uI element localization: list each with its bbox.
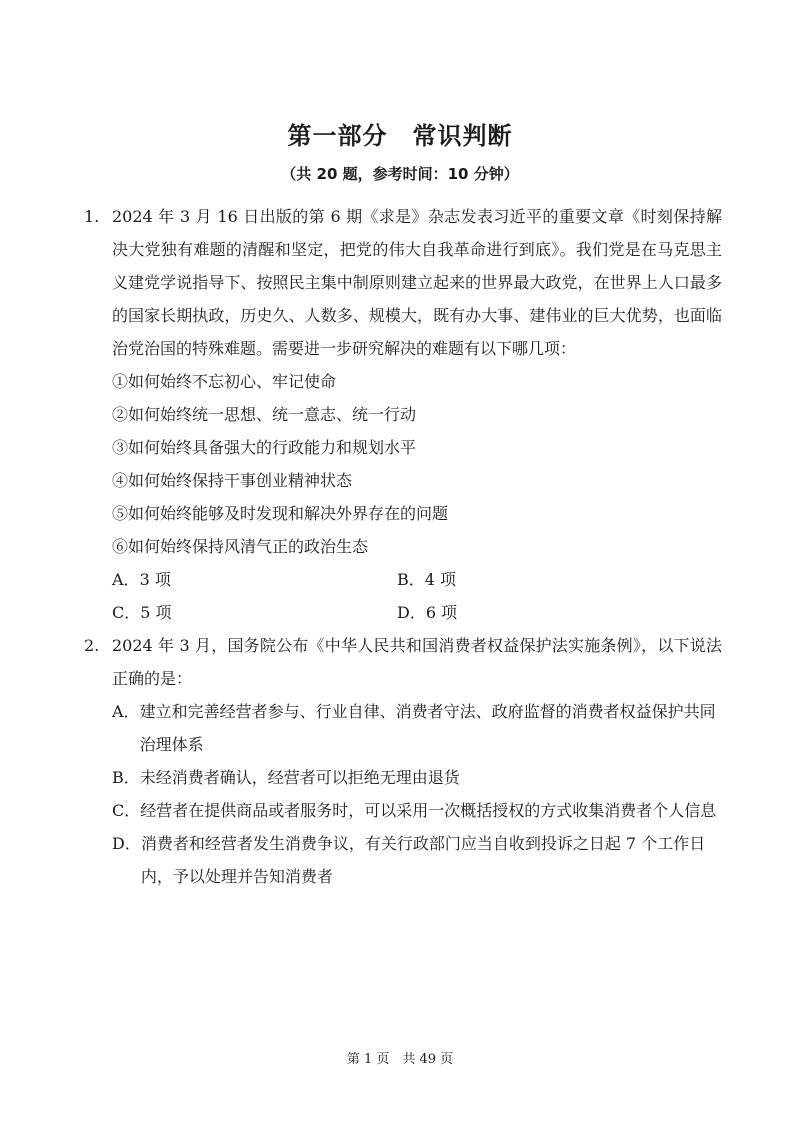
statement-item: ②如何始终统一思想、统一意志、统一行动 <box>112 405 417 424</box>
statement-item: ③如何始终具备强大的行政能力和规划水平 <box>112 438 417 457</box>
option-text: 3 项 <box>139 570 171 589</box>
option-text: 未经消费者确认，经营者可以拒绝无理由退货 <box>139 768 460 787</box>
question-list <box>84 200 722 893</box>
option-letter: A． <box>112 570 140 589</box>
option-letter: B． <box>397 570 425 589</box>
option-text: 5 项 <box>140 603 172 622</box>
option-letter: A． <box>112 702 140 721</box>
option-c[interactable] <box>112 596 397 629</box>
option-text: 4 项 <box>424 570 457 589</box>
answer-options <box>112 563 722 629</box>
question-1 <box>84 200 722 629</box>
question-stem: 2024 年 3 月，国务院公布《中华人民共和国消费者权益保护法实施条例》，以下说法正确的是： <box>112 636 722 688</box>
statement-item: ④如何始终保持干事创业精神状态 <box>112 471 353 490</box>
page-footer: 第 1 页 共 49 页 <box>346 1052 454 1067</box>
option-letter: C． <box>112 603 141 622</box>
option-b[interactable] <box>112 761 722 794</box>
option-c[interactable] <box>112 794 722 827</box>
page-title: 第一部分 常识判断 <box>287 122 513 150</box>
option-text: 6 项 <box>425 603 458 622</box>
statement-item: ⑤如何始终能够及时发现和解决外界存在的问题 <box>112 504 449 523</box>
option-text: 建立和完善经营者参与、行业自律、消费者守法、政府监督的消费者权益保护共同治理体系 <box>139 702 716 754</box>
question-number: 2. <box>84 636 100 655</box>
question-stem: 2024 年 3 月 16 日出版的第 6 期《求是》杂志发表习近平的重要文章《时刻保持解决大党独有难题的清醒和坚定，把党的伟大自我革命进行到底》。我们党是在马克思主义建党学说指导下、按照民主集中制原则建立起来的世界最大政党，在世界上人口最多的国家长期执政，历史久、人数多、规模大，既有办大事、建伟业的巨大优势，也面临治党治国的特殊难题。需要进一步研究解决的难题有以下哪几项： <box>112 207 722 358</box>
option-d[interactable] <box>397 596 682 629</box>
option-b[interactable] <box>397 563 682 596</box>
option-text: 消费者和经营者发生消费争议，有关行政部门应当自收到投诉之日起 7 个工作日内，予以处理并告知消费者 <box>140 834 706 886</box>
option-letter: C． <box>112 801 141 820</box>
option-a[interactable] <box>112 695 722 761</box>
question-2 <box>84 629 722 893</box>
answer-options <box>112 695 722 893</box>
option-a[interactable] <box>112 563 397 596</box>
option-text: 经营者在提供商品或者服务时，可以采用一次概括授权的方式收集消费者个人信息 <box>140 801 717 820</box>
option-letter: B． <box>112 768 140 787</box>
statement-item: ⑥如何始终保持风清气正的政治生态 <box>112 537 369 556</box>
page-subtitle: （共 20 题，参考时间：10 分钟） <box>281 165 519 183</box>
option-d[interactable] <box>112 827 722 893</box>
statement-item: ①如何始终不忘初心、牢记使命 <box>112 372 337 391</box>
question-number: 1. <box>84 207 100 226</box>
option-letter: D． <box>397 603 426 622</box>
option-letter: D． <box>112 834 141 853</box>
